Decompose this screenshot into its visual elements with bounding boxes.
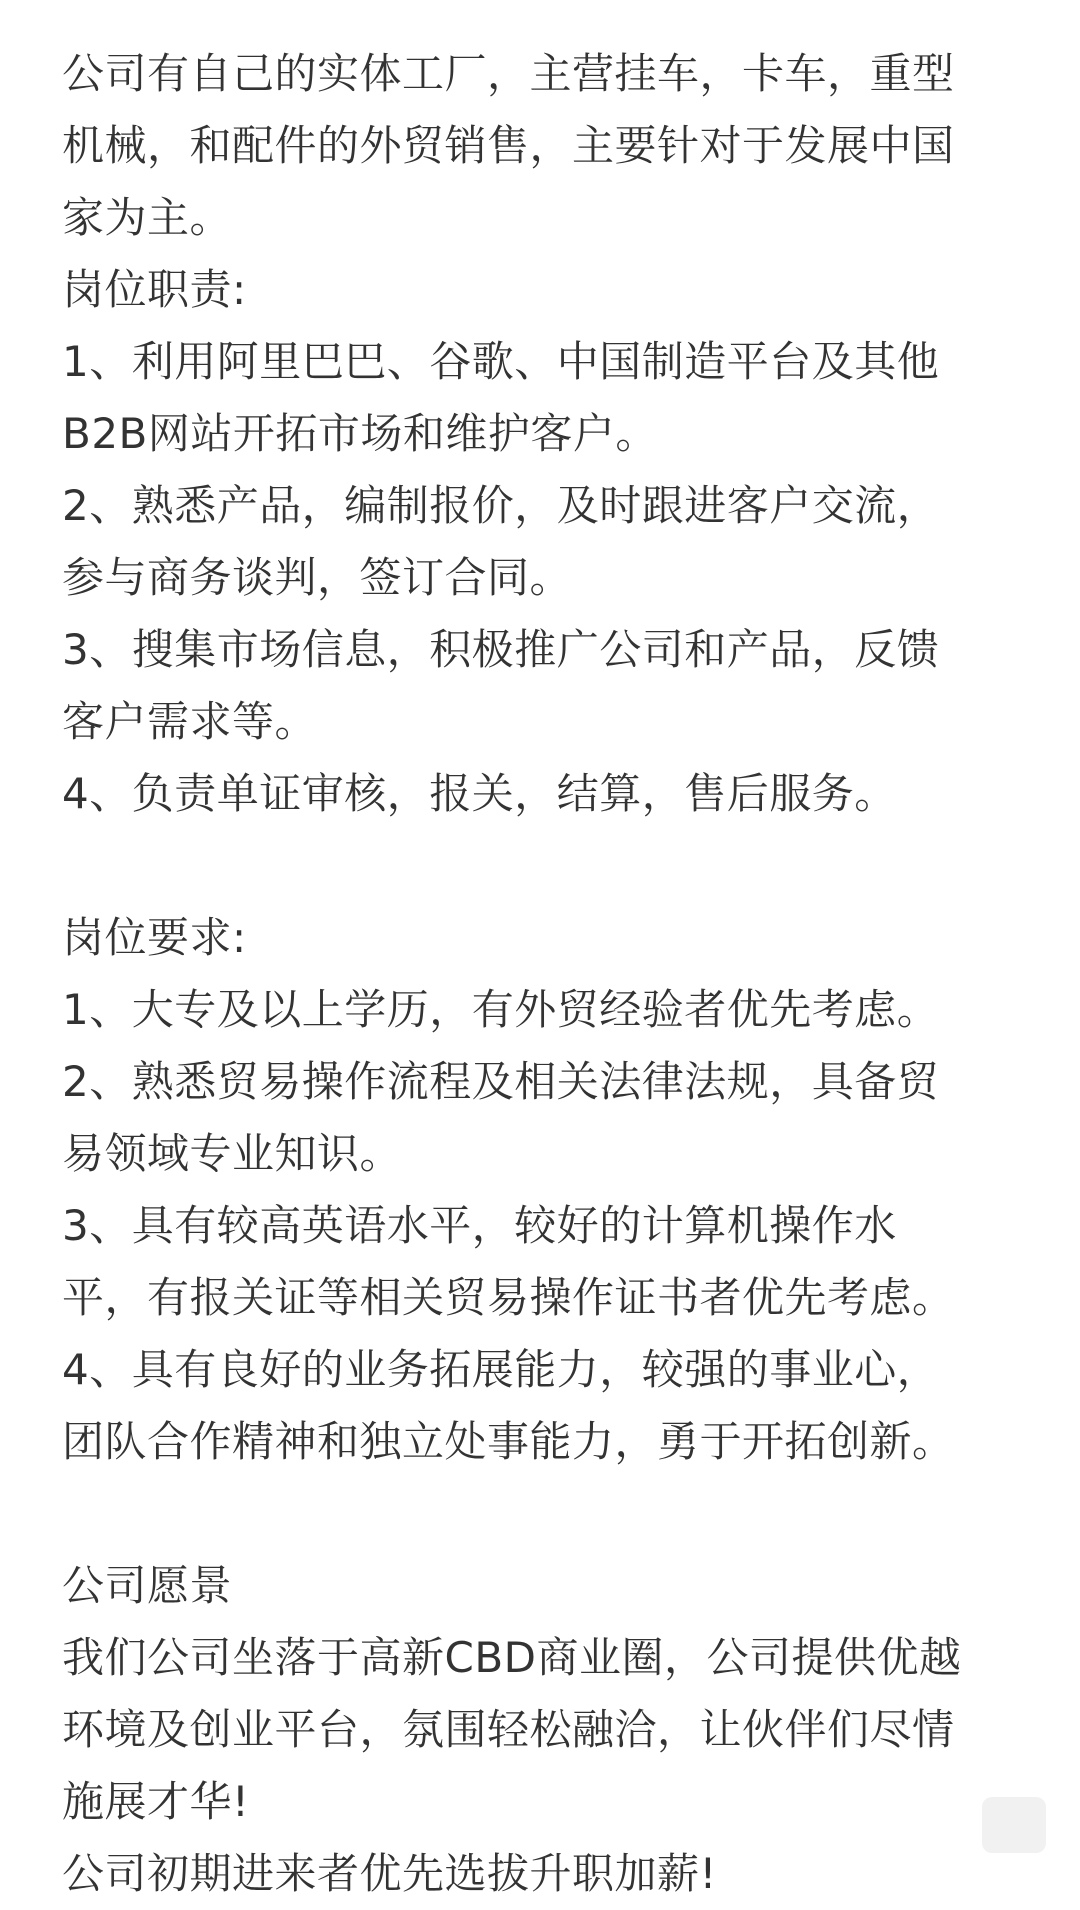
watermark-logo-icon [982, 1797, 1046, 1853]
watermark [796, 1797, 1046, 1859]
text-line: 3、具有较高英语水平，较好的计算机操作水 [62, 1201, 897, 1250]
text-line: 平，有报关证等相关贸易操作证书者优先考虑。 [62, 1273, 955, 1322]
section-heading-requirements: 岗位要求: [62, 913, 247, 962]
text-line: B2B网站开拓市场和维护客户。 [62, 409, 658, 458]
text-line: 家为主。 [62, 193, 233, 242]
text-line: 参与商务谈判，签订合同。 [62, 553, 573, 602]
section-heading-vision: 公司愿景 [62, 1561, 233, 1610]
job-posting-text [62, 38, 1052, 1910]
text-line: 4、具有良好的业务拓展能力，较强的事业心， [62, 1345, 940, 1394]
text-line: 我们公司坐落于高新CBD商业圈，公司提供优越 [62, 1633, 962, 1682]
text-line: 公司有自己的实体工厂，主营挂车，卡车，重型 [62, 49, 955, 98]
text-line: 环境及创业平台，氛围轻松融洽，让伙伴们尽情 [62, 1705, 955, 1754]
text-line: 施展才华! [62, 1777, 250, 1826]
text-line: 易领域专业知识。 [62, 1129, 403, 1178]
text-line: 公司初期进来者优先选拔升职加薪! [62, 1849, 717, 1898]
text-line: 2、熟悉贸易操作流程及相关法律法规，具备贸 [62, 1057, 940, 1106]
text-line: 2、熟悉产品，编制报价，及时跟进客户交流， [62, 481, 940, 530]
text-line: 1、大专及以上学历，有外贸经验者优先考虑。 [62, 985, 940, 1034]
text-line: 3、搜集市场信息，积极推广公司和产品，反馈 [62, 625, 940, 674]
blank-line [62, 1478, 1052, 1550]
section-heading-responsibilities: 岗位职责: [62, 265, 247, 314]
text-line: 客户需求等。 [62, 697, 318, 746]
text-line: 4、负责单证审核，报关，结算，售后服务。 [62, 769, 897, 818]
text-line: 机械，和配件的外贸销售，主要针对于发展中国 [62, 121, 955, 170]
text-line: 团队合作精神和独立处事能力，勇于开拓创新。 [62, 1417, 955, 1466]
text-line: 1、利用阿里巴巴、谷歌、中国制造平台及其他 [62, 337, 940, 386]
blank-line [62, 830, 1052, 902]
